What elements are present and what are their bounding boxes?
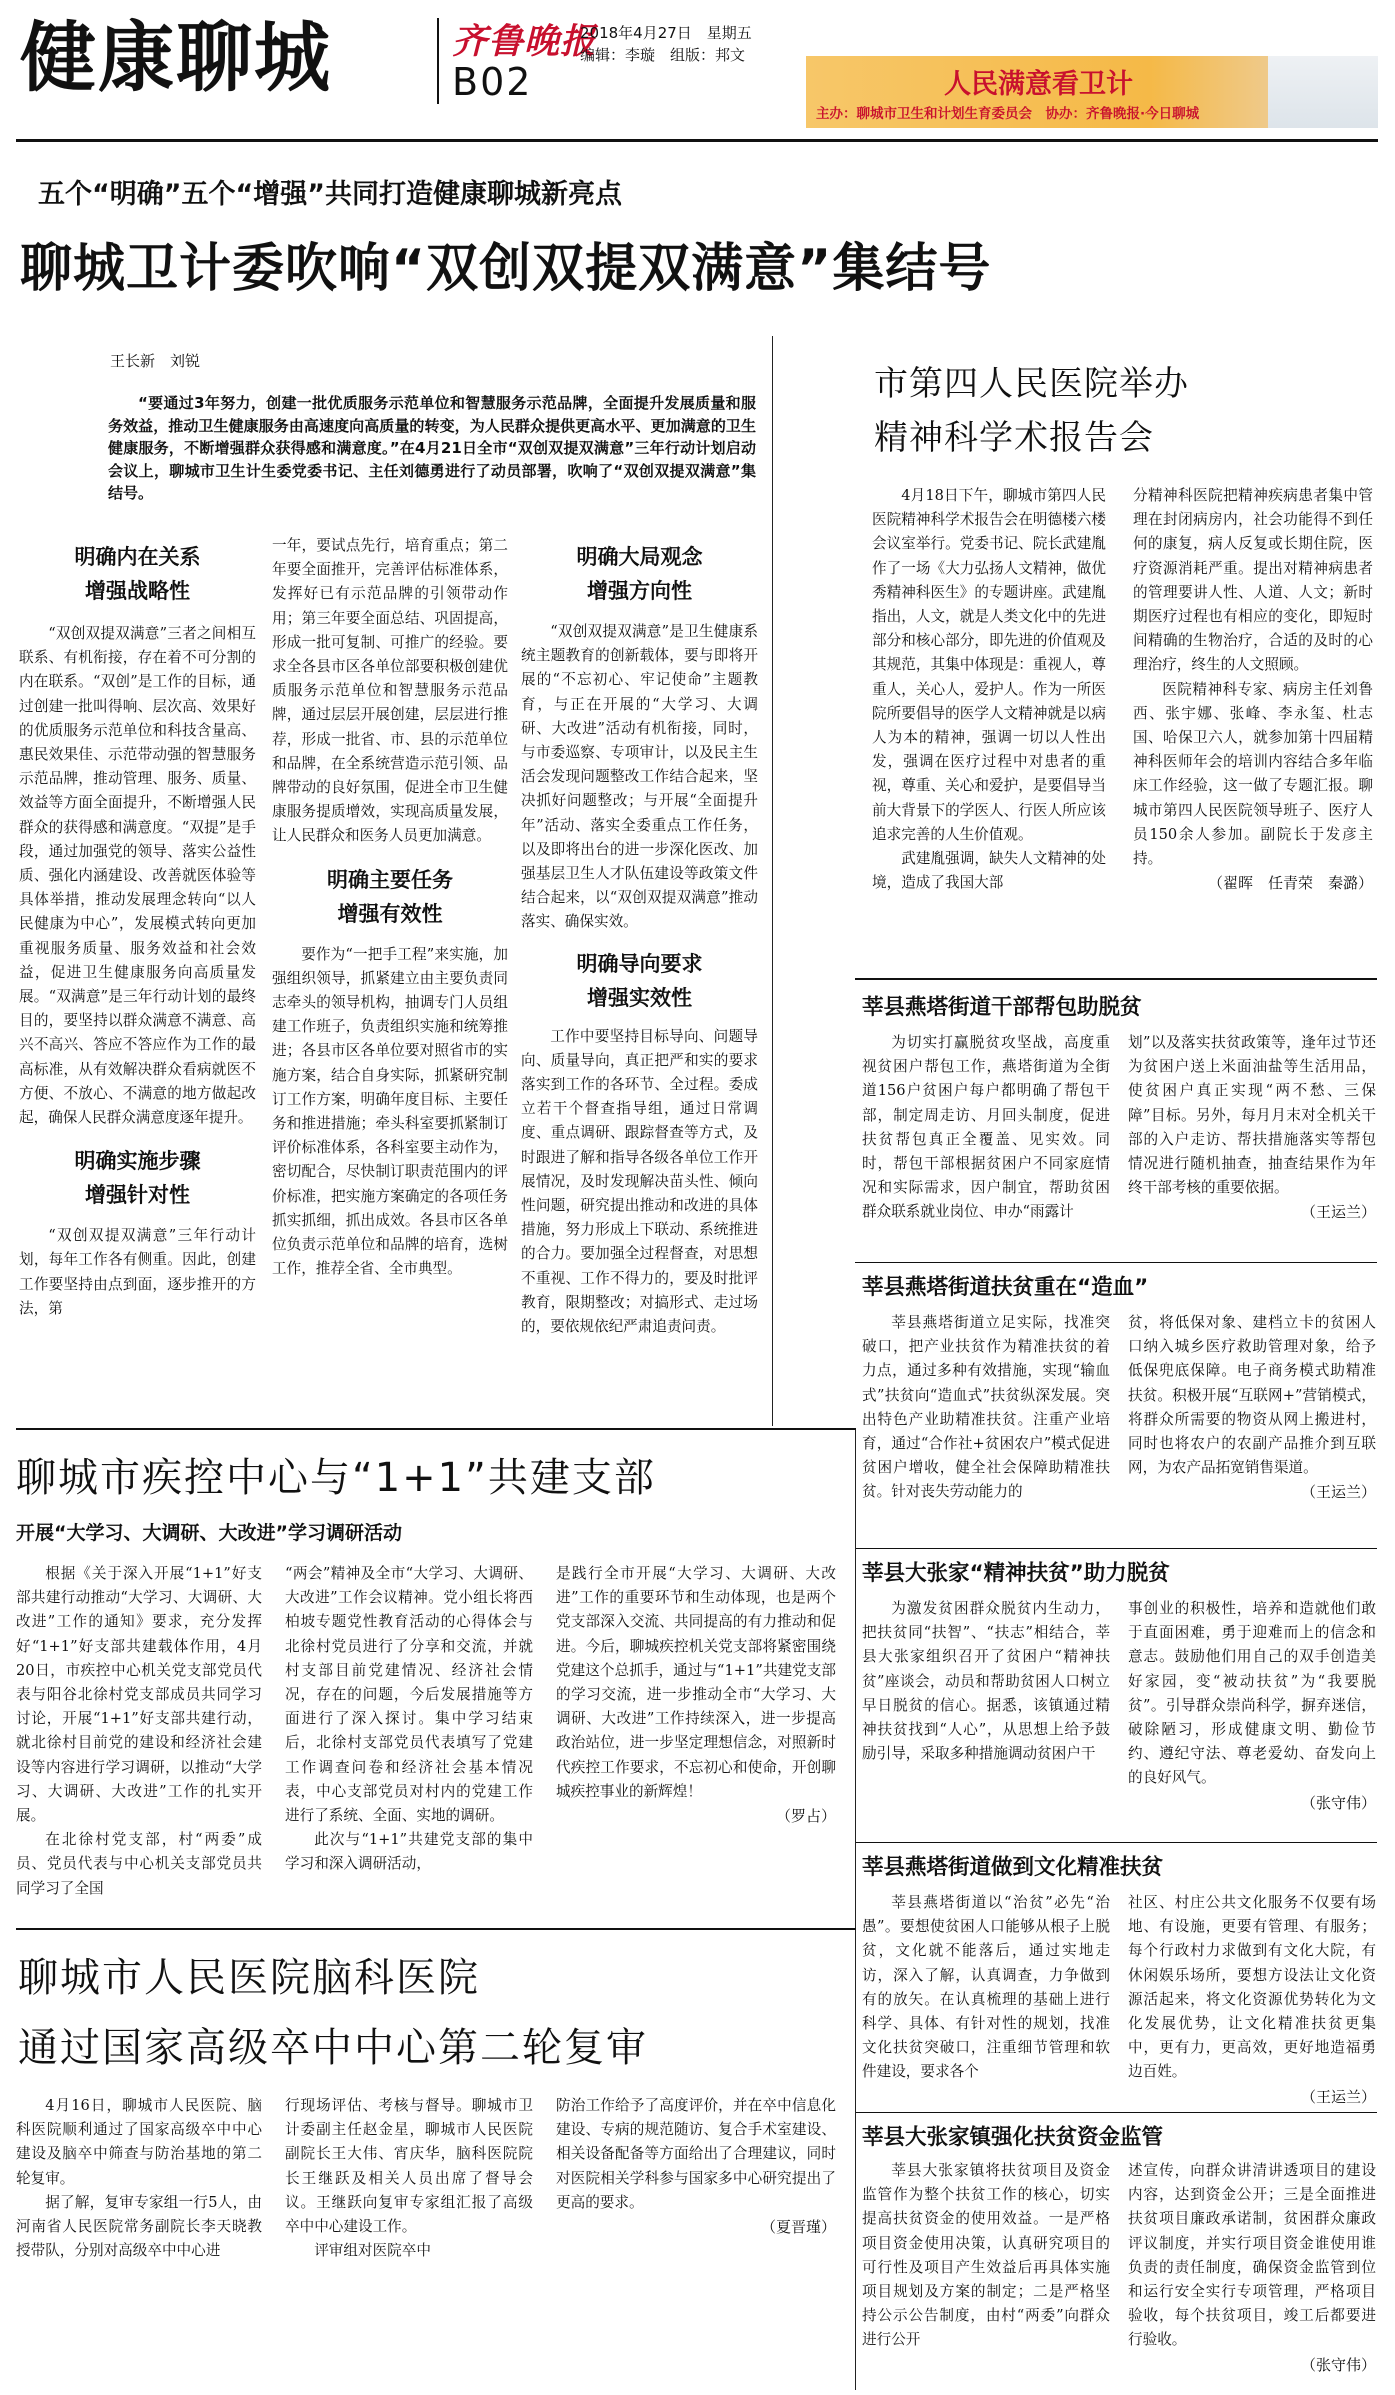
brain-para-5: 防治工作给予了高度评价，并在卒中信息化建设、专病的规范随访、复合手术室建设、相关设备配备等方面给出了合理建议，同时对医院相关学科参与国家多中心研究提出了更高的要求。 (556, 2097, 836, 2211)
shortnews-2 (862, 1270, 1376, 1505)
col2-heading-b: 增强有效性 (337, 901, 443, 926)
section-title: 健康聊城 (20, 13, 332, 102)
brain-col-1 (16, 2094, 262, 2263)
shortnews-5-col-2: 述宣传，向群众讲清讲透项目的建设内容，达到资金公开；三是全面推进扶贫项目廉政承诺制，贫困群众廉政评议制度，并实行项目资金谁使用谁负责的责任制度，确保资金监管到位和运行安全实行专项管理，严格项目验收，每个扶贫项目，竣工后都要进行验收。 (1128, 2162, 1376, 2349)
shortnews-1-byline: （王运兰） (1300, 1203, 1376, 1222)
shortnews-2-col-1: 莘县燕塔街道立足实际，找准突破口，把产业扶贫作为精准扶贫的着力点，通过多种有效措施，实现“输血式”扶贫向“造血式”扶贫纵深发展。突出特色产业助精准扶贫。注重产业培育，通过“合作社+贫困农户”模式促进贫困户增收，健全社会保障助精准扶贫。针对丧失劳动能力的 (862, 1314, 1110, 1501)
col3-heading-d: 增强实效性 (587, 985, 692, 1010)
hospital4-col-1 (872, 484, 1106, 895)
lead-column-divider (772, 336, 773, 1426)
cdc-headline: 聊城市疾控中心与“1+1”共建支部 (16, 1455, 656, 1501)
col3-heading-c: 明确导向要求 (576, 951, 703, 976)
shortnews-3-col-1: 为激发贫困群众脱贫内生动力，把扶贫同“扶智”、“扶志”相结合，莘县大张家组织召开了贫困户“精神扶贫”座谈会，动员和帮助贫困人口树立早日脱贫的信心。据悉，该镇通过精神扶贫找到“人心”，从思想上给予鼓励引导，采取多种措施调动贫困户干 (862, 1600, 1110, 1763)
shortnews-3-col-2: 事创业的积极性，培养和造就他们敢于直面困难，勇于迎难而上的信念和意志。鼓励他们用自己的双手创造美好家园，变“被动扶贫”为“我要脱贫”。引导群众崇尚科学，摒弃迷信，破除陋习，形成健康文明、勤俭节约、遵纪守法、尊老爱幼、奋发向上的良好风气。 (1128, 1600, 1376, 1787)
editor-line: 编辑：李璇 组版：邦文 (580, 46, 746, 64)
col1-heading-b: 增强战略性 (85, 579, 190, 603)
col1-heading-d: 增强针对性 (85, 1183, 190, 1208)
rule-shortnews-4 (855, 2112, 1377, 2113)
rule-shortnews-2 (855, 1548, 1377, 1549)
brain-col-3 (556, 2094, 836, 2239)
shortnews-4-col-2: 社区、村庄公共文化服务不仅要有场地、有设施，更要有管理、有服务；每个行政村力求做到有文化大院，有休闲娱乐场所，要想方设法让文化资源活起来，将文化资源优势转化为文化发展优势，让文化精准扶贫更集中，更有力，更高效，更好地造福勇边百姓。 (1128, 1894, 1376, 2081)
shortnews-4-byline: （王运兰） (1300, 2087, 1376, 2106)
col2-heading-a: 明确主要任务 (327, 867, 453, 892)
brain-byline: （夏晋瑾） (760, 2218, 836, 2237)
shortnews-4 (862, 1850, 1376, 2109)
hospital4-headline-2: 精神科学术报告会 (874, 418, 1154, 458)
masthead-divider (437, 18, 439, 104)
newspaper-logo: 齐鲁晚报 (452, 21, 597, 62)
hospital4-para-2: 武建胤强调，缺失人文精神的处境，造成了我国大部 (872, 850, 1106, 892)
cdc-para-1: 根据《关于深入开展“1+1”好支部共建行动推动“大学习、大调研、大改进”工作的通知》要求，充分发挥好“1+1”好支部共建载体作用，4月20日，市疾控中心机关党支部党员代表与阳谷北徐村党支部成员共同学习讨论，开展“1+1”好支部共建行动，就北徐村目前党的建设和经济社会建设等内容进行学习调研，以推动“大学习、大调研、大改进”工作的扎实开展。 (16, 1565, 262, 1825)
lead-authors: 王长新 刘锐 (110, 352, 201, 370)
cdc-col-1 (16, 1562, 262, 1901)
lead-col-2 (272, 534, 508, 1281)
rule-shortnews-3 (855, 1842, 1377, 1843)
shortnews-2-byline: （王运兰） (1300, 1483, 1376, 1502)
hospital4-para-3: 分精神科医院把精神疾病患者集中管理在封闭病房内，社会功能得不到任何的康复，病人反复或长期住院，医疗资源消耗严重。提出对精神病患者的管理要讲人性、人道、人文；新时期医疗过程也有相应的变化，即短时间精确的生物治疗，合适的及时的心理治疗，终生的人文照顾。 (1133, 487, 1373, 674)
banner-title: 人民满意看卫计 (944, 69, 1133, 100)
cdc-para-5: 是践行全市开展“大学习、大调研、大改进”工作的重要环节和生动体现，也是两个党支部深入交流、共同提高的有力推动和促进。今后，聊城疾控机关党支部将紧密围绕党建这个总抓手，通过与“1+1”共建党支部的学习交流，进一步推动全市“大学习、大调研、大改进”工作持续深入，进一步提高政治站位，进一步坚定理想信念，对照新时代疾控工作要求，不忘初心和使命，开创聊城疾控事业的新辉煌！ (556, 1565, 836, 1800)
shortnews-5-headline: 莘县大张家镇强化扶贫资金监管 (862, 2125, 1164, 2150)
banner-sponsor: 主办：聊城市卫生和计划生育委员会 协办：齐鲁晚报·今日聊城 (816, 106, 1200, 122)
cdc-col-2 (285, 1562, 533, 1877)
hospital4-headline-1: 市第四人民医院举办 (874, 364, 1189, 404)
lead-headline: 聊城卫计委吹响“双创双提双满意”集结号 (20, 239, 992, 299)
col3-heading-b: 增强方向性 (587, 579, 692, 603)
hospital4-col-2 (1133, 484, 1373, 895)
cdc-para-2: 在北徐村党支部，村“两委”成员、党员代表与中心机关支部党员共同学习了全国 (16, 1831, 262, 1897)
brain-col-2 (285, 2094, 533, 2263)
shortnews-1-col-2: 划”以及落实扶贫政策等，逢年过节还为贫困户送上米面油盐等生活用品，使贫困户真正实现“两不愁、三保障”目标。另外，每月月末对全机关干部的入户走访、帮扶措施落实等帮包情况进行随机抽查，抽查结果作为年终干部考核的重要依据。 (1128, 1034, 1376, 1197)
cdc-col-3 (556, 1562, 836, 1828)
col2-para-2: 要作为“一把手工程”来实施，加强组织领导，抓紧建立由主要负责同志牵头的领导机构，抽调专门人员组建工作班子，负责组织实施和统筹推进；各县市区各单位要对照省市的实施方案，结合自身实际，抓紧研究制订工作方案，明确年度目标、主要任务和推进措施；牵头科室要抓紧制订评价标准体系，各科室要主动作为，密切配合，尽快制订职责范围内的评价标准，把实施方案确定的各项任务抓实抓细，抓出成效。各县市区各单位负责示范单位和品牌的培育，选树工作，推荐全省、全市典型。 (272, 945, 508, 1278)
brain-headline-2: 通过国家高级卒中中心第二轮复审 (18, 2025, 648, 2071)
rule-before-cdc (16, 1428, 856, 1430)
shortnews-1 (862, 990, 1376, 1225)
lead-col-3 (521, 540, 758, 1339)
shortnews-1-col-1: 为切实打赢脱贫攻坚战，高度重视贫困户帮包工作，燕塔街道为全街道156户贫困户每户都明确了帮包干部，制定周走访、月回头制度，促进扶贫帮包真正全覆盖、见实效。同时，帮包干部根据贫困户不同家庭情况和实际需求，因户制宜，帮助贫困群众联系就业岗位、申办“雨露计 (862, 1034, 1110, 1221)
shortnews-2-headline: 莘县燕塔街道扶贫重在“造血” (862, 1275, 1149, 1300)
shortnews-4-headline: 莘县燕塔街道做到文化精准扶贫 (862, 1855, 1164, 1880)
masthead-rule (16, 139, 1378, 142)
shortnews-5-col-1: 莘县大张家镇将扶贫项目及资金监管作为整个扶贫工作的核心，切实提高扶贫资金的使用效益。一是严格项目资金使用决策，认真研究项目的可行性及项目产生效益后再具体实施项目规划及方案的制定；二是严格坚持公示公告制度，由村“两委”向群众进行公开 (862, 2162, 1110, 2349)
col1-para-1: “双创双提双满意”三者之间相互联系、有机衔接，存在着不可分割的内在联系。“双创”是工作的目标，通过创建一批叫得响、层次高、效果好的优质服务示范单位和科技含量高、惠民效果佳、示范带动强的智慧服务示范品牌，推动管理、服务、质量、效益等方面全面提升，不断增强人民群众的获得感和满意度。“双提”是手段，通过加强党的领导、落实公益性质、强化内涵建设、改善就医体验等具体举措，推动发展理念转向“以人民健康为中心”，发展模式转向更加重视服务质量、服务效益和社会效益，促进卫生健康服务向高质量发展。“双满意”是三年行动计划的最终目的，要坚持以群众满意不满意、高兴不高兴、答应不答应作为工作的最高标准，从有效解决群众看病就医不方便、不放心、不满意的地方做起改起，确保人民群众满意度逐年提升。 (19, 625, 256, 1127)
shortnews-3-headline: 莘县大张家“精神扶贫”助力脱贫 (862, 1561, 1170, 1586)
shortnews-2-col-2: 贫，将低保对象、建档立卡的贫困人口纳入城乡医疗救助管理对象，给予低保兜底保障。电子商务模式助精准扶贫。积极开展“互联网+”营销模式，将群众所需要的物资从网上搬进村，同时也将农户的农副产品推介到互联网，为农产品拓宽销售渠道。 (1128, 1314, 1376, 1477)
hospital4-para-1: 4月18日下午，聊城市第四人民医院精神科学术报告会在明德楼六楼会议室举行。党委书记、院长武建胤作了一场《大力弘扬人文精神，做优秀精神科医生》的专题讲座。武建胤指出，人文，就是人类文化中的先进部分和核心部分，即先进的价值观及其规范，其集中体现是：重视人，尊重人，关心人，爱护人。作为一所医院所要倡导的医学人文精神就是以病人为本的精神，强调一切以人性出发，强调在医疗过程中对患者的重视，尊重、关心和爱护，是要倡导当前大背景下的学医人、行医人所应该追求完善的人生价值观。 (872, 487, 1106, 843)
brain-headline-1: 聊城市人民医院脑科医院 (18, 1955, 480, 2001)
cdc-subhead: 开展“大学习、大调研、大改进”学习调研活动 (16, 1522, 402, 1544)
shortnews-3 (862, 1556, 1376, 1815)
shortnews-4-col-1: 莘县燕塔街道以“治贫”必先“治愚”。要想使贫困人口能够从根子上脱贫，文化就不能落后，通过实地走访，深入了解，认真调查，力争做到有的放矢。在认真梳理的基础上进行科学、具体、有针对性的规划，找准文化扶贫突破口，注重细节管理和软件建设，要求各个 (862, 1894, 1110, 2081)
brain-para-3: 行现场评估、考核与督导。聊城市卫计委副主任赵金星，聊城市人民医院副院长王大伟、宵庆华，脑科医院院长王继跃及相关人员出席了督导会议。王继跃向复审专家组汇报了高级卒中中心建设工作。 (285, 2097, 533, 2236)
col1-para-2: “双创双提双满意”三年行动计划，每年工作各有侧重。因此，创建工作要坚持由点到面，逐步推开的方法，第 (19, 1227, 256, 1317)
cdc-byline: （罗占） (775, 1807, 836, 1826)
hospital4-byline: （翟晖 任青荣 秦潞） (1207, 874, 1373, 893)
shortnews-1-headline: 莘县燕塔街道干部帮包助脱贫 (862, 995, 1142, 1020)
banner (806, 56, 1378, 128)
lead-intro: “要通过3年努力，创建一批优质服务示范单位和智慧服务示范品牌，全面提升发展质量和服务效益，推动卫生健康服务由高速度向高质量的转变，为人民群众提供更高水平、更加满意的卫生健康服务，不断增强群众获得感和满意度。”在4月21日全市“双创双提双满意”三年行动计划启动会议上，聊城市卫生计生委党委书记、主任刘德勇进行了动员部署，吹响了“双创双提双满意”集结号。 (108, 394, 756, 502)
lead-col-1 (19, 540, 256, 1321)
cdc-para-3: “两会”精神及全市“大学习、大调研、大改进”工作会议精神。党小组长将西柏坡专题党性教育活动的心得体会与北徐村党员进行了分享和交流，并就村支部目前党建情况、经济社会情况，存在的问题，今后发展措施等方面进行了深入探讨。集中学习结束后，北徐村支部党员代表填写了党建工作调查问卷和经济社会基本情况表，中心支部党员对村内的党建工作进行了系统、全面、实地的调研。 (285, 1565, 533, 1825)
shortnews-5-byline: （张守伟） (1300, 2355, 1376, 2374)
brain-para-1: 4月16日，聊城市人民医院、脑科医院顺利通过了国家高级卒中中心建设及脑卒中筛查与防治基地的第二轮复审。 (16, 2097, 262, 2187)
page-code: B02 (452, 60, 533, 104)
col1-heading-a: 明确内在关系 (74, 545, 201, 569)
date-line: 2018年4月27日 星期五 (580, 24, 752, 42)
rule-after-hospital4 (855, 978, 1377, 980)
rule-before-brain (16, 1928, 856, 1930)
col3-para-2: 工作中要坚持目标导向、问题导向、质量导向，真正把严和实的要求落实到工作的各环节、全过程。委成立若干个督查指导组，通过日常调度、重点调研、跟踪督查等方式，及时跟进了解和指导各级各单位工作开展情况，及时发现解决苗头性、倾向性问题，研究提出推动和改进的具体措施，努力形成上下联动、系统推进的合力。要加强全过程督查，对思想不重视、工作不得力的，要及时批评教育，限期整改；对搞形式、走过场的，要依规依纪严肃追责问责。 (521, 1027, 758, 1336)
rule-shortnews-1 (855, 1262, 1377, 1263)
col3-para-1: “双创双提双满意”是卫生健康系统主题教育的创新载体，要与即将开展的“不忘初心、牢记使命”主题教育，与正在开展的“大学习、大调研、大改进”活动有机衔接，同时，与市委巡察、专项审计，以及民主生活会发现问题整改工作结合起来，坚决抓好问题整改；与开展“全面提升年”活动、落实全委重点工作任务，以及即将出台的进一步深化医改、加强基层卫生人才队伍建设等政策文件结合起来，以“双创双提双满意”推动落实、确保实效。 (521, 623, 758, 931)
brain-para-4: 评审组对医院卒中 (314, 2242, 431, 2260)
lead-kicker: 五个“明确”五个“增强”共同打造健康聊城新亮点 (38, 179, 622, 210)
banner-photo (1268, 56, 1378, 128)
shortnews-3-byline: （张守伟） (1300, 1793, 1376, 1812)
cdc-para-4: 此次与“1+1”共建党支部的集中学习和深入调研活动， (285, 1831, 533, 1873)
hospital4-para-4: 医院精神科专家、病房主任刘鲁西、张宇娜、张峰、李永玺、杜志国、哈保卫六人，就参加第十四届精神科医师年会的培训内容结合多年临床工作经验，这一做了专题汇报。聊城市第四人民医院领导班子、医疗人员150余人参加。副院长于发彦主持。 (1133, 680, 1373, 868)
right-column-divider (855, 1430, 856, 2390)
col3-heading-a: 明确大局观念 (576, 545, 703, 569)
shortnews-5 (862, 2120, 1376, 2377)
col1-heading-c: 明确实施步骤 (74, 1149, 201, 1174)
col2-para-1: 一年，要试点先行，培育重点；第二年要全面推开，完善评估标准体系，发挥好已有示范品牌的引领带动作用；第三年要全面总结、巩固提高，形成一批可复制、可推广的经验。要求全各县市区各单位部要积极创建优质服务示范单位和智慧服务示范品牌，通过层层开展创建，层层进行推荐，形成一批省、市、县的示范单位和品牌，在全系统营造示范引领、品牌带动的良好氛围，促进全市卫生健康服务提质增效，实现高质量发展，让人民群众和医务人员更加满意。 (272, 537, 508, 845)
brain-para-2: 据了解，复审专家组一行5人，由河南省人民医院常务副院长李天晓教授带队，分别对高级卒中中心进 (16, 2193, 262, 2260)
